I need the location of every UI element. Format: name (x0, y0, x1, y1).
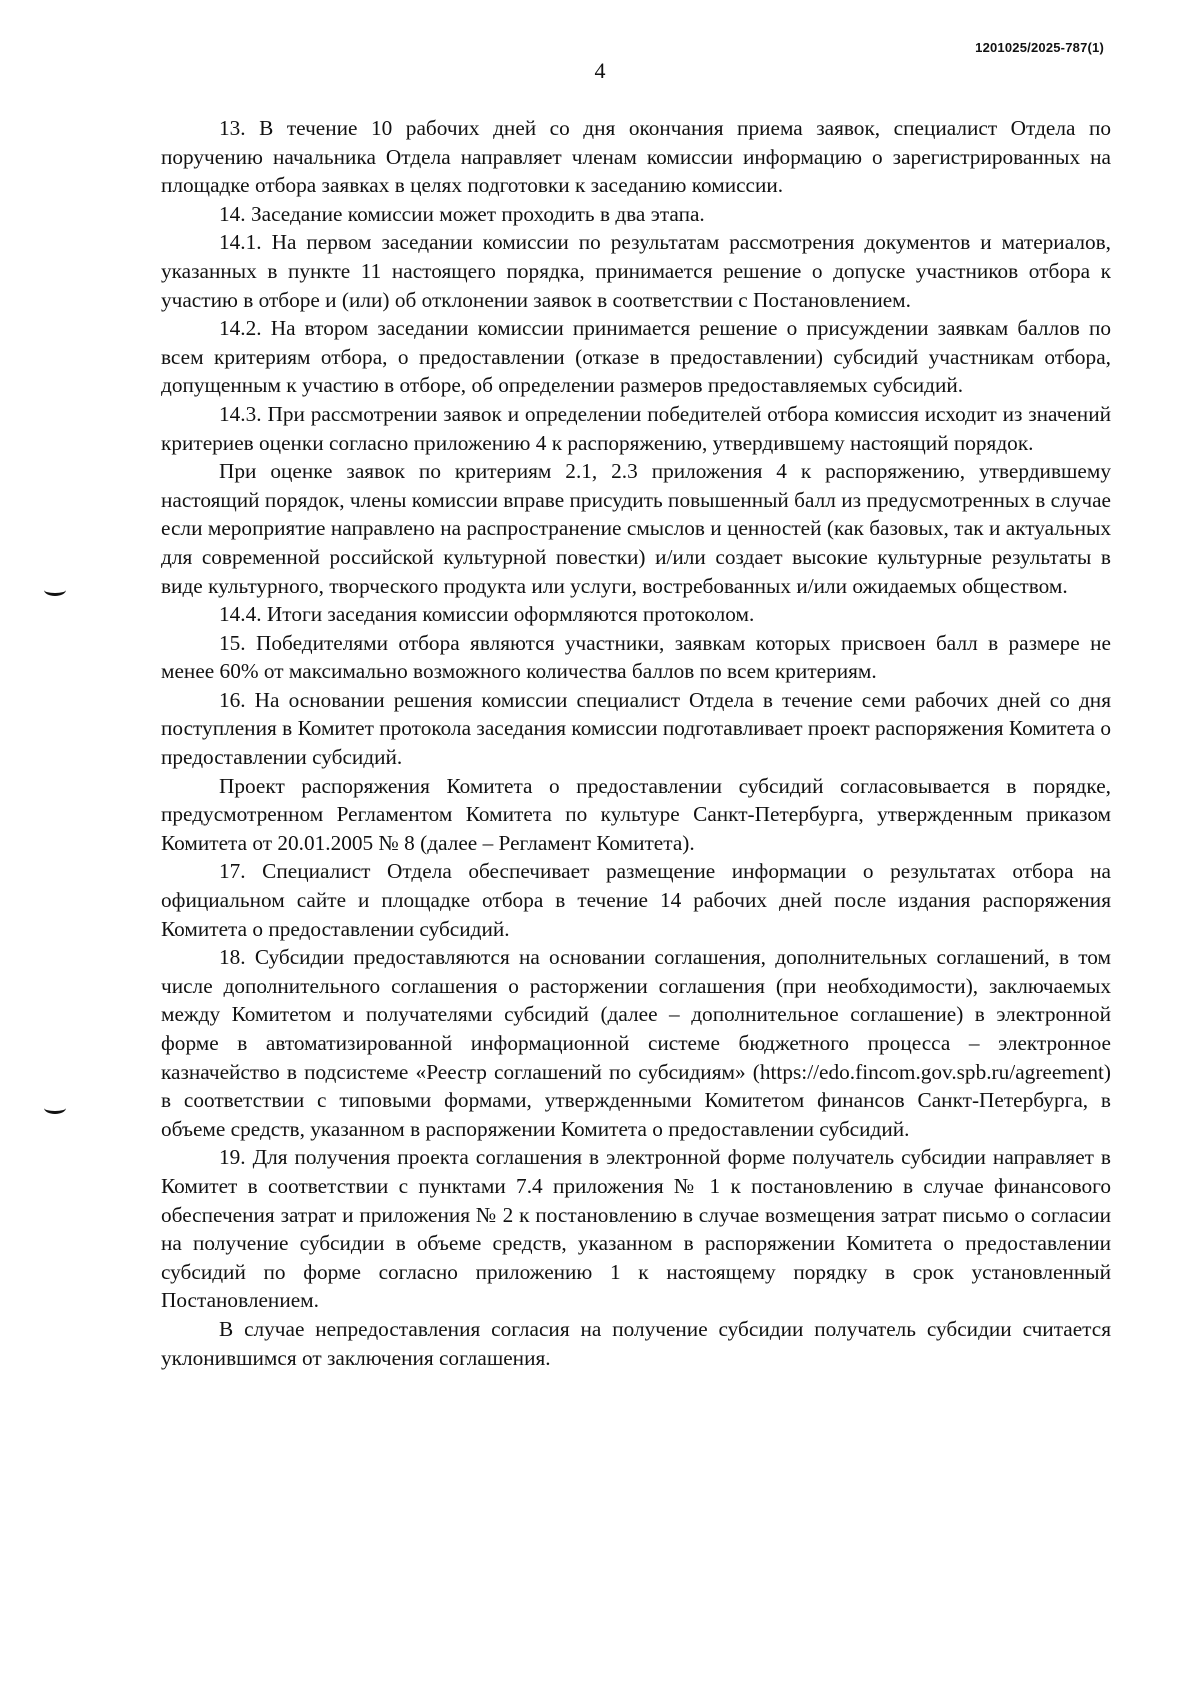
paragraph-18: 18. Субсидии предоставляются на основании соглашения, дополнительных соглашений, в том числе дополнительного соглашения о расторжении соглашения (при необходимости), заключаемых между Комитетом и получателями субсидий (далее – дополнительное соглашение) в электронной форме в автоматизированной информационной системе бюджетного процесса – электронное казначейство в подсистеме «Реестр соглашений по субсидиям» (https://edo.fincom.gov.spb.ru/agreement) в соответствии с типовыми формами, утвержденными Комитетом финансов Санкт-Петербурга, в объеме средств, указанном в распоряжении Комитета о предоставлении субсидий. (161, 945, 1111, 1141)
paragraph-14-3-continuation: При оценке заявок по критериям 2.1, 2.3 приложения 4 к распоряжению, утвердившему настоящий порядок, члены комиссии вправе присудить повышенный балл из предусмотренных в случае если мероприятие направлено на распространение смыслов и ценностей (как базовых, так и актуальных для современной российской культурной повестки) и/или создает высокие культурные результаты в виде культурного, творческого продукта или услуги, востребованных и/или ожидаемых обществом. (161, 459, 1111, 598)
page-number: 4 (594, 58, 606, 83)
paragraph-17: 17. Специалист Отдела обеспечивает размещение информации о результатах отбора на официальном сайте и площадке отбора в течение 14 рабочих дней после издания распоряжения Комитета о предоставлении субсидий. (161, 859, 1111, 941)
paragraph-16: 16. На основании решения комиссии специалист Отдела в течение семи рабочих дней со дня поступления в Комитет протокола заседания комиссии подготавливает проект распоряжения Комитета о предоставлении субсидий. (161, 687, 1111, 770)
paragraph-16-continuation: Проект распоряжения Комитета о предоставлении субсидий согласовывается в порядке, предусмотренном Регламентом Комитета по культуре Санкт-Петербурга, утвержденным приказом Комитета от 20.01.2005 № 8 (далее – Регламент Комитета). (161, 773, 1111, 855)
paragraph-14-4: 14.4. Итоги заседания комиссии оформляются протоколом. (219, 602, 755, 627)
paragraph-13: 13. В течение 10 рабочих дней со дня окончания приема заявок, специалист Отдела по поручению начальника Отдела направляет членам комиссии информацию о зарегистрированных на площадке отбора заявках в целях подготовки к заседанию комиссии. (161, 116, 1111, 198)
paragraph-14-2: 14.2. На втором заседании комиссии принимается решение о присуждении заявкам баллов по всем критериям отбора, о предоставлении (отказе в предоставлении) субсидий участникам отбора, допущенным к участию в отборе, об определении размеров предоставляемых субсидий. (161, 316, 1111, 398)
binding-hole-mark (44, 1102, 66, 1114)
paragraph-14-3: 14.3. При рассмотрении заявок и определении победителей отбора комиссия исходит из значений критериев оценки согласно приложению 4 к распоряжению, утвердившему настоящий порядок. (161, 401, 1111, 455)
paragraph-14: 14. Заседание комиссии может проходить в два этапа. (219, 201, 705, 226)
paragraph-19: 19. Для получения проекта соглашения в электронной форме получатель субсидии направляет в Комитет в соответствии с пунктами 7.4 приложения № 1 к постановлению в случае финансового обеспечения затрат и приложения № 2 к постановлению в случае возмещения затрат письмо о согласии на получение субсидии в объеме средств, указанном в распоряжении Комитета о предоставлении субсидий по форме согласно приложению 1 к настоящему порядку в срок установленный Постановлением. (161, 1145, 1111, 1313)
binding-hole-mark (44, 584, 66, 596)
paragraph-14-1: 14.1. На первом заседании комиссии по результатам рассмотрения документов и материалов, указанных в пункте 11 настоящего порядка, принимается решение о допуске участников отбора к участию в отборе и (или) об отклонении заявок в соответствии с Постановлением. (161, 230, 1111, 312)
paragraph-19-continuation: В случае непредоставления согласия на получение субсидии получатель субсидии считается уклонившимся от заключения соглашения. (161, 1316, 1111, 1370)
document-body (161, 114, 1111, 1372)
document-registration-number: 1201025/2025-787(1) (975, 40, 1104, 55)
paragraph-15: 15. Победителями отбора являются участники, заявкам которых присвоен балл в размере не менее 60% от максимально возможного количества баллов по всем критериям. (161, 630, 1111, 684)
